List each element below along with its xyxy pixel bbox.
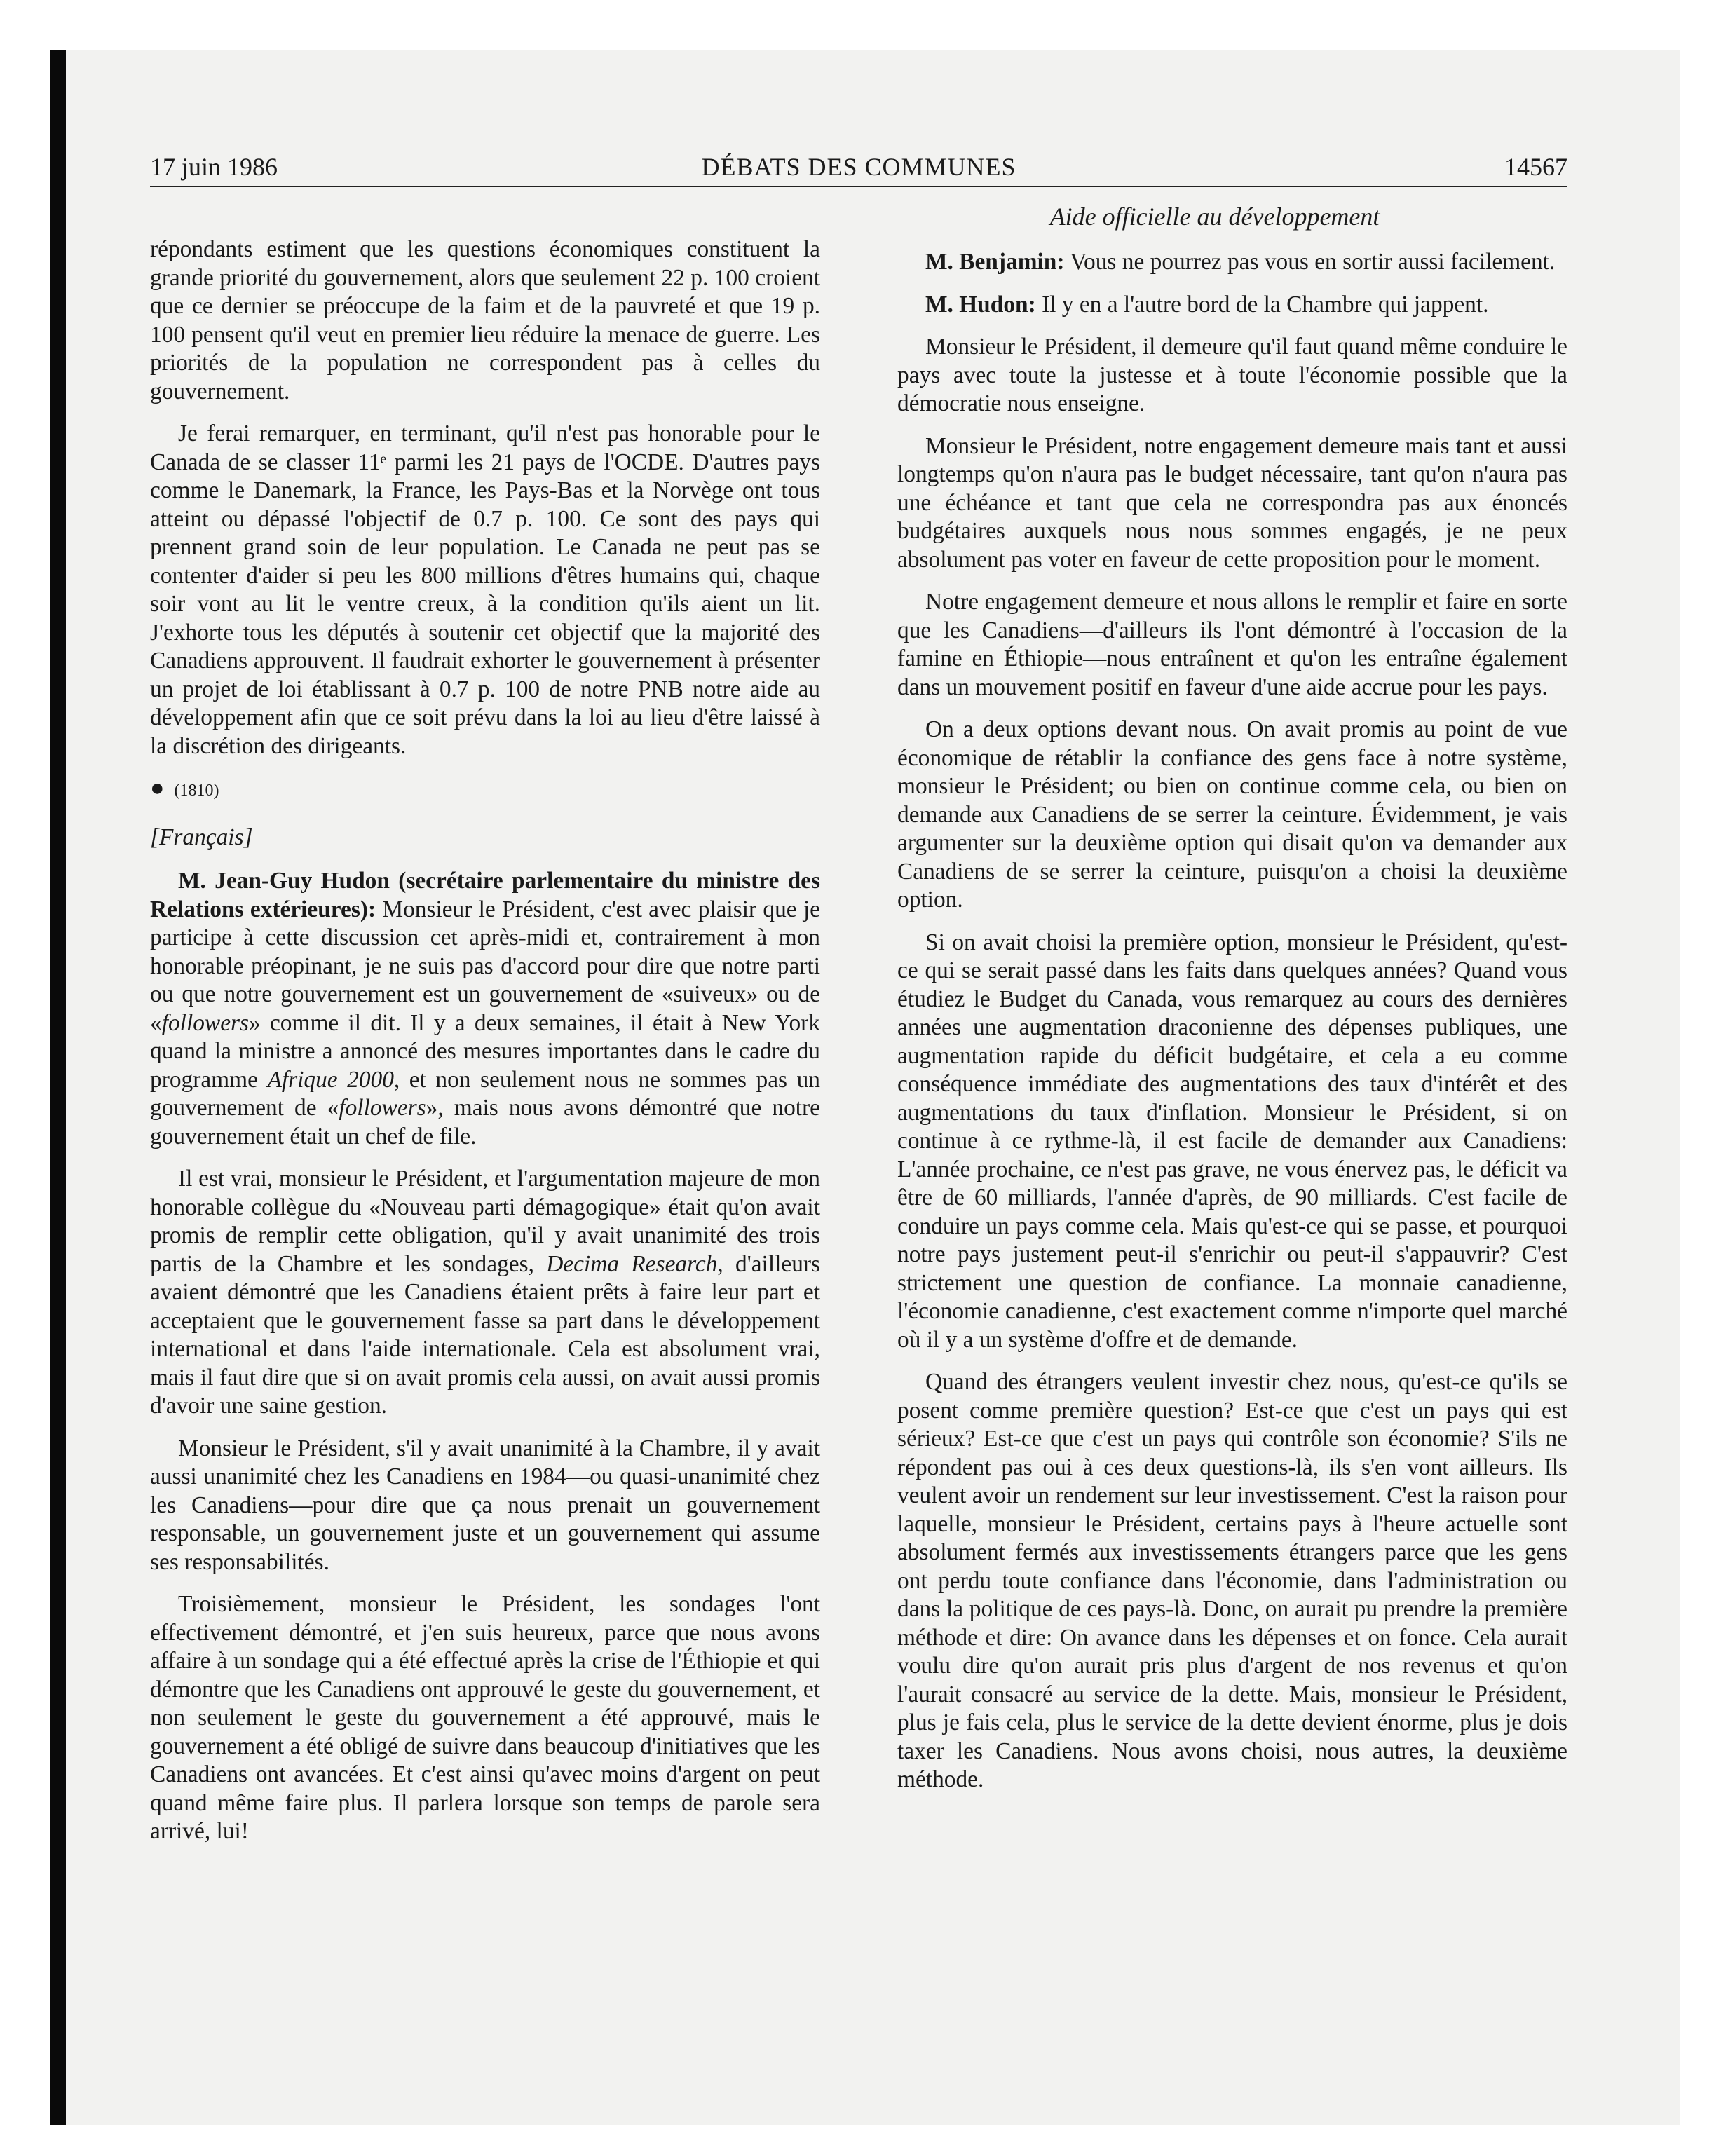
speaker-name: M. Jean-Guy Hudon (secrétaire parlementaire du ministre des Relations extérieures): [150,868,820,922]
paragraph: Troisièmement, monsieur le Président, les sondages l'ont effectivement démontré, et j'en suis heureux, parce que nous avons affaire à un sondage qui a été effectué après la crise de l'Éthiopie et qui démontre que les Canadiens ont approuvé le geste du gouvernement, et non seulement le geste du gouvernement a été approuvé, mais le gouvernement a été obligé de suivre dans beaucoup d'initiatives que les Canadiens ont avancées. Et c'est ainsi qu'avec moins d'argent on peut quand même faire plus. Il parlera lorsque son temps de parole sera arrivé, lui! [150,1591,820,1844]
paragraph: Si on avait choisi la première option, monsieur le Président, qu'est-ce qui se serait passé dans les faits dans quelques années? Quand vous étudiez le Budget du Canada, vous remarquez au cours des dernières années une augmentation draconienne des dépenses publiques, une augmentation rapide du déficit budgétaire, et cela a eu comme conséquence immédiate des augmentations des taux d'intérêt et des augmentations du taux d'inflation. Monsieur le Président, si on continue à ce rythme-là, il est facile de demander aux Canadiens: L'année prochaine, ce n'est pas grave, ne vous énervez pas, le déficit va être de 60 milliards, l'année d'après, de 90 milliards. C'est facile de conduire un pays comme cela. Mais qu'est-ce qui se passe, et pourquoi notre pays justement peut-il s'enrichir ou peut-il s'appauvrir? C'est strictement une question de confiance. La monnaie canadienne, l'économie canadienne, c'est exactement comme n'importe quel marché où il y a un système d'offre et de demande. [897,929,1567,1353]
time-marker-text: (1810) [174,782,219,800]
header-page-number: 14567 [1504,153,1567,181]
paragraph: Il est vrai, monsieur le Président, et l'argumentation majeure de mon honorable collègue du «Nouveau parti démagogique» était qu'on avait promis de remplir cette obligation, qu'il y avait unanimité des trois partis de la Chambre et les sondages, Decima Research, d'ailleurs avaient démontré que les Canadiens étaient prêts à faire leur part et acceptaient que le gouvernement fasse sa part dans le développement international et dans l'aide internationale. Cela est absolument vrai, mais il faut dire que si on avait promis cela aussi, on avait aussi promis d'avoir une saine gestion. [150,1166,821,1419]
paragraph-hudon: M. Hudon: Il y en a l'autre bord de la Chambre qui jappent. [925,291,1489,318]
language-tag: [Français] [150,824,253,850]
paragraph: Notre engagement demeure et nous allons le remplir et faire en sorte que les Canadiens—d'ailleurs ils l'ont démontré à l'occasion de la famine en Éthiopie—nous entraînent et qu'on les entraîne également dans un mouvement positif en faveur d'une aide accrue pour les pays. [897,589,1567,700]
scan-edge-bar [50,50,66,2125]
paragraph: Monsieur le Président, notre engagement demeure mais tant et aussi longtemps qu'on n'aura pas le budget nécessaire, tant qu'on n'aura pas une échéance et tant que cela ne correspondra pas aux énoncés budgétaires auxquels nous nous sommes engagés, je ne peux absolument pas voter en faveur de cette proposition pour le moment. [897,432,1567,573]
speaker-name: M. Hudon: [925,291,1036,318]
bullet-icon: ● [150,775,165,801]
right-column [897,248,1567,1808]
running-title: Aide officielle au développement [1049,203,1380,231]
paragraph: On a deux options devant nous. On avait promis au point de vue économique de rétablir la confiance des gens face à notre système, monsieur le Président; ou bien on continue comme cela, ou bien on demande aux Canadiens de se serrer la ceinture. Évidemment, je vais argumenter sur la deuxième option qui disait qu'on va demander aux Canadiens de se serrer la ceinture, puisqu'on a choisi la deuxième option. [897,716,1567,913]
paragraph: Quand des étrangers veulent investir chez nous, qu'est-ce qu'ils se posent comme première question? Est-ce que c'est un pays qui est sérieux? Est-ce que c'est un pays qui contrôle son économie? S'ils ne répondent pas oui à ces deux questions-là, ils s'en vont ailleurs. Ils veulent avoir un rendement sur leur investissement. C'est la raison pour laquelle, monsieur le Président, certains pays à l'heure actuelle sont absolument fermés aux investissements étrangers parce que les gens ont perdu toute confiance dans l'économie, dans l'administration ou dans la politique de ces pays-là. Donc, on aurait pu prendre la première méthode et dire: On avance dans les dépenses et on fonce. Cela aurait voulu dire qu'on aurait pris plus d'argent de nos revenus et qu'on l'aurait consacré au service de la dette. Mais, monsieur le Président, plus je fais cela, plus le service de la dette devient énorme, plus je dois taxer les Canadiens. Nous avons choisi, nous autres, la deuxième méthode. [897,1369,1567,1792]
header-date: 17 juin 1986 [150,153,278,181]
paragraph: répondants estiment que les questions économiques constituent la grande priorité du gouvernement, alors que seulement 22 p. 100 croient que ce dernier se préoccupe de la faim et de la pauvreté et que 19 p. 100 pensent qu'il veut en premier lieu réduire la menace de guerre. Les priorités de la population ne correspondent pas à celles du gouvernement. [150,236,820,404]
time-marker [150,775,820,805]
paragraph-benjamin: M. Benjamin: Vous ne pourrez pas vous en sortir aussi facilement. [925,249,1556,275]
speaker-name: M. Benjamin: [925,249,1065,275]
paragraph-hudon-intro: M. Jean-Guy Hudon (secrétaire parlementaire du ministre des Relations extérieures): Monsieur le Président, c'est avec plaisir que je participe à cette discussion cet après-midi et, contrairement à mon honorable préopinant, je ne suis pas d'accord pour dire que notre parti ou que notre gouvernement est un gouvernement de «suiveux» ou de «followers» comme il dit. Il y a deux semaines, il était à New York quand la ministre a annoncé des mesures importantes dans le cadre du programme Afrique 2000, et non seulement nous ne sommes pas un gouvernement de «followers», mais nous avons démontré que notre gouvernement était un chef de file. [150,868,820,1149]
left-column [150,236,820,1860]
page-header [150,144,1567,187]
paragraph: Je ferai remarquer, en terminant, qu'il n'est pas honorable pour le Canada de se classer 11ᵉ parmi les 21 pays de l'OCDE. D'autres pays comme le Danemark, la France, les Pays-Bas et la Norvège ont tous atteint ou dépassé l'objectif de 0.7 p. 100. Ce sont des pays qui prennent grand soin de leur population. Le Canada ne peut pas se contenter d'aider si peu les 800 millions d'êtres humains qui, chaque soir vont au lit le ventre creux, à la condition qu'ils aient un lit. J'exhorte tous les députés à soutenir cet objectif que la majorité des Canadiens approuvent. Il faudrait exhorter le gouvernement à présenter un projet de loi établissant à 0.7 p. 100 de notre PNB notre aide au développement afin que ce soit prévu dans la loi au lieu d'être laissé à la discrétion des dirigeants. [150,421,820,759]
paragraph: Monsieur le Président, s'il y avait unanimité à la Chambre, il y avait aussi unanimité chez les Canadiens en 1984—ou quasi-unanimité chez les Canadiens—pour dire que ça nous prenait un gouvernement responsable, un gouvernement juste et un gouvernement qui assume ses responsabilités. [150,1435,820,1575]
paragraph: Monsieur le Président, il demeure qu'il faut quand même conduire le pays avec toute la justesse et à toute l'économie possible que la démocratie nous enseigne. [897,334,1567,416]
header-title: DÉBATS DES COMMUNES [701,153,1016,181]
